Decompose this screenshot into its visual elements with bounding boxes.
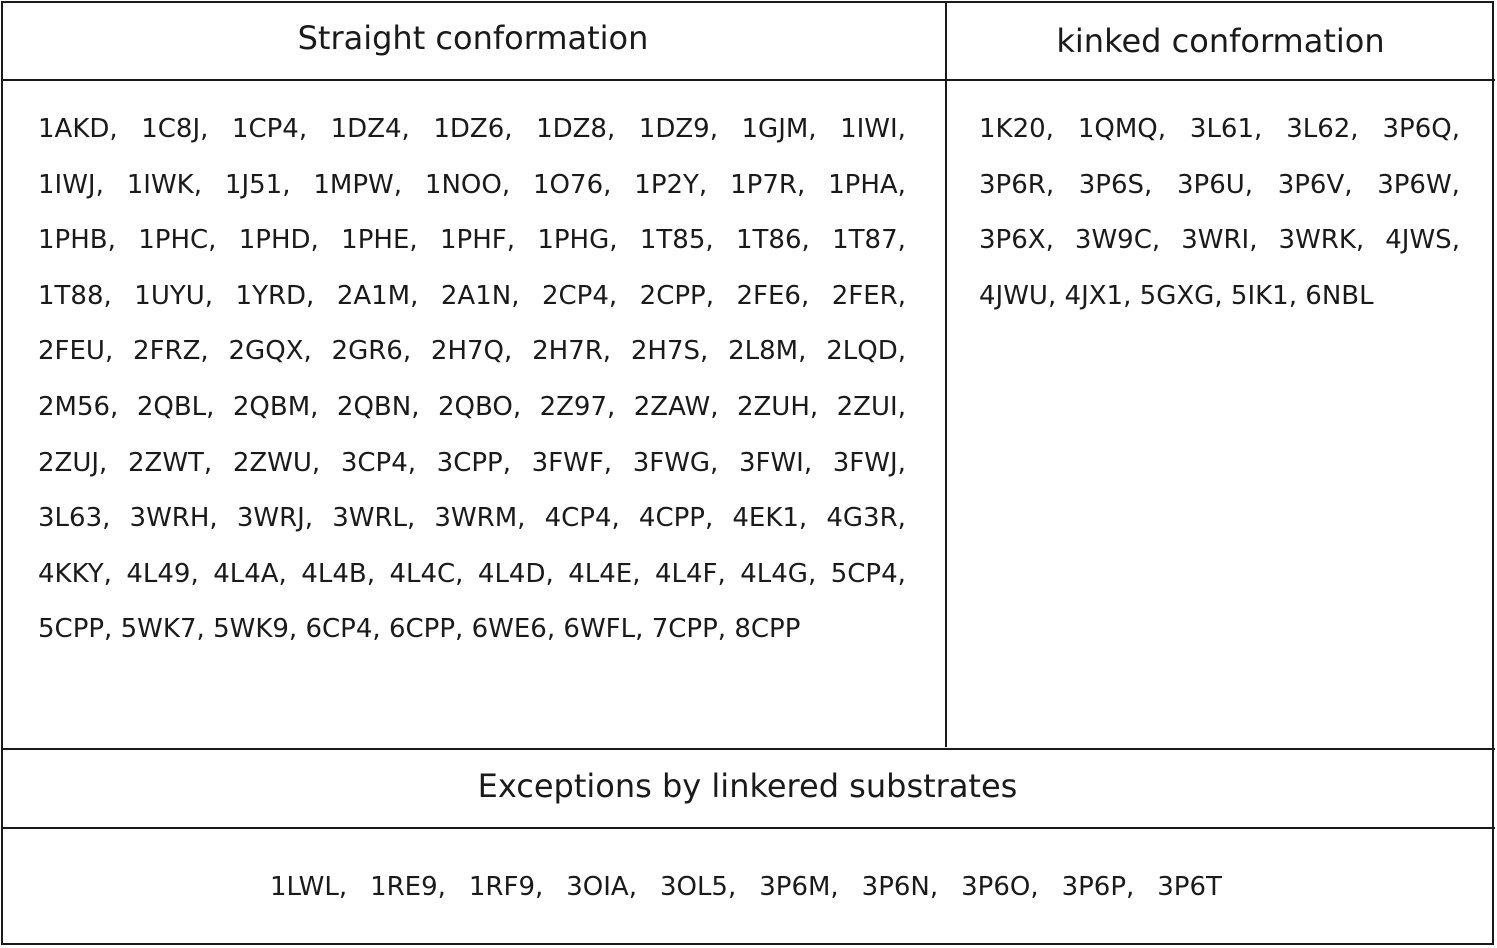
pdb-code: 4EK1, — [732, 503, 808, 534]
pdb-code: 4JX1, — [1064, 280, 1132, 311]
pdb-code: 2QBO, — [437, 391, 522, 422]
pdb-code: 2CP4, — [541, 280, 618, 311]
pdb-code: 3P6P, — [1061, 872, 1135, 902]
section-divider — [1, 748, 1495, 750]
pdb-code: 3L61, — [1189, 114, 1263, 144]
straight-codes-line — [38, 281, 906, 337]
pdb-code: 3P6U, — [1176, 169, 1254, 200]
pdb-code: 1RF9, — [468, 872, 544, 902]
pdb-code: 1PHB, — [38, 225, 116, 256]
pdb-code: 3P6S, — [1078, 169, 1153, 200]
kinked-codes-block — [979, 114, 1460, 336]
pdb-code: 3FWJ, — [832, 447, 906, 478]
pdb-code: 2GR6, — [331, 336, 412, 367]
pdb-code: 4L49, — [126, 558, 199, 589]
pdb-code: 1PHC, — [138, 225, 217, 256]
pdb-code: 1T86, — [735, 225, 810, 256]
pdb-code: 3P6W, — [1377, 169, 1460, 200]
pdb-code: 2ZUH, — [736, 391, 819, 422]
pdb-code: 3P6N, — [861, 872, 939, 902]
pdb-code: 1PHG, — [537, 225, 618, 256]
pdb-code: 1GJM, — [741, 114, 817, 144]
pdb-code: 1T85, — [639, 225, 714, 256]
pdb-code: 2CPP, — [639, 280, 714, 311]
pdb-code: 1DZ9, — [638, 114, 718, 144]
pdb-code: 1IWK, — [126, 169, 202, 200]
pdb-code: 3CPP, — [436, 447, 511, 478]
pdb-code: 2GQX, — [228, 336, 312, 367]
pdb-code: 3L63, — [38, 503, 111, 534]
pdb-code: 2FRZ, — [133, 336, 209, 367]
pdb-code: 1QMQ, — [1077, 114, 1167, 144]
pdb-code: 1C8J, — [141, 114, 209, 144]
pdb-code: 3W9C, — [1074, 225, 1161, 256]
pdb-code: 3P6Q, — [1382, 114, 1460, 144]
pdb-code: 2Z97, — [539, 391, 616, 422]
pdb-code: 3P6V, — [1277, 169, 1353, 200]
pdb-code: 3P6O, — [961, 872, 1039, 902]
pdb-code: 4L4E, — [568, 558, 641, 589]
pdb-code: 4L4F, — [654, 558, 726, 589]
straight-codes-block — [38, 114, 906, 670]
pdb-code: 2QBL, — [136, 391, 215, 422]
pdb-code: 2FEU, — [38, 336, 114, 367]
pdb-code: 4KKY, — [38, 558, 112, 589]
pdb-code: 2A1N, — [440, 280, 520, 311]
pdb-code: 2ZAW, — [633, 391, 719, 422]
pdb-code: 4CPP, — [638, 503, 714, 534]
pdb-code: 3P6T — [1157, 872, 1222, 902]
pdb-code: 5GXG, — [1139, 280, 1223, 311]
pdb-code: 4L4B, — [301, 558, 375, 589]
pdb-code: 1UYU, — [134, 280, 214, 311]
pdb-code: 3FWF, — [531, 447, 613, 478]
pdb-code: 3FWG, — [632, 447, 719, 478]
pdb-code: 4L4G, — [740, 558, 817, 589]
column-divider — [945, 1, 947, 747]
pdb-code: 1AKD, — [38, 114, 118, 144]
pdb-code: 3L62, — [1286, 114, 1359, 144]
pdb-code: 1P7R, — [730, 169, 806, 200]
straight-codes-line — [38, 225, 906, 281]
straight-codes-line — [38, 503, 906, 559]
pdb-code: 3WRL, — [332, 503, 416, 534]
pdb-code: 5WK9, — [213, 614, 298, 645]
pdb-code: 3WRM, — [434, 503, 526, 534]
pdb-code: 2QBM, — [232, 391, 319, 422]
pdb-code: 3CP4, — [340, 447, 417, 478]
pdb-code: 1DZ8, — [536, 114, 616, 144]
pdb-code: 4G3R, — [826, 503, 906, 534]
pdb-code: 2LQD, — [826, 336, 906, 367]
pdb-code: 3WRK, — [1278, 225, 1365, 256]
exceptions-heading: Exceptions by linkered substrates — [477, 767, 1018, 805]
kinked-codes-line — [979, 114, 1460, 170]
pdb-code: 2A1M, — [336, 280, 419, 311]
pdb-code: 3WRI, — [1181, 225, 1258, 256]
pdb-code: 1PHD, — [238, 225, 319, 256]
pdb-code: 2QBN, — [336, 391, 420, 422]
pdb-code: 8CPP — [734, 614, 801, 645]
pdb-code: 1NOO, — [424, 169, 511, 200]
straight-codes-line — [38, 614, 906, 670]
pdb-code: 2FE6, — [736, 280, 810, 311]
pdb-code: 2ZUJ, — [38, 447, 108, 478]
pdb-code: 1PHF, — [439, 225, 515, 256]
pdb-code: 1PHE, — [341, 225, 418, 256]
pdb-code: 7CPP, — [651, 614, 727, 645]
pdb-code: 6WE6, — [471, 614, 556, 645]
pdb-code: 4L4A, — [213, 558, 287, 589]
pdb-code: 3P6X, — [979, 225, 1054, 256]
pdb-code: 1IWJ, — [38, 169, 104, 200]
pdb-code: 6NBL — [1305, 280, 1374, 311]
pdb-code: 2L8M, — [728, 336, 807, 367]
header-divider-bottom — [1, 827, 1495, 829]
pdb-code: 1T87, — [832, 225, 906, 256]
kinked-codes-line — [979, 170, 1460, 226]
pdb-code: 3P6R, — [979, 169, 1055, 200]
straight-codes-line — [38, 114, 906, 170]
pdb-code: 1K20, — [979, 114, 1054, 144]
pdb-code: 4L4D, — [477, 558, 554, 589]
pdb-code: 1MPW, — [313, 169, 403, 200]
pdb-code: 3OL5, — [659, 872, 737, 902]
pdb-code: 2H7Q, — [430, 336, 513, 367]
straight-codes-line — [38, 170, 906, 226]
pdb-code: 1J51, — [224, 169, 291, 200]
kinked-conformation-heading: kinked conformation — [1056, 22, 1385, 60]
pdb-code: 6CPP, — [388, 614, 464, 645]
pdb-code: 2FER, — [831, 280, 906, 311]
straight-codes-line — [38, 559, 906, 615]
pdb-code: 5WK7, — [120, 614, 205, 645]
pdb-code: 5CPP, — [38, 614, 113, 645]
straight-codes-line — [38, 336, 906, 392]
pdb-code: 3WRJ, — [236, 503, 314, 534]
kinked-codes-line — [979, 225, 1460, 281]
exceptions-codes-block — [270, 872, 1222, 902]
pdb-code: 1IWI, — [840, 114, 906, 144]
pdb-code: 4CP4, — [544, 503, 620, 534]
pdb-code: 1O76, — [533, 169, 612, 200]
pdb-code: 1DZ6, — [433, 114, 513, 144]
pdb-code: 4JWU, — [979, 280, 1057, 311]
pdb-code: 2ZWU, — [232, 447, 321, 478]
kinked-codes-line — [979, 281, 1460, 337]
pdb-code: 2H7S, — [630, 336, 709, 367]
pdb-code: 3OIA, — [566, 872, 637, 902]
pdb-code: 3FWI, — [738, 447, 813, 478]
pdb-code: 5CP4, — [830, 558, 906, 589]
pdb-code: 1RE9, — [370, 872, 446, 902]
pdb-code: 2M56, — [38, 391, 119, 422]
pdb-code: 5IK1, — [1230, 280, 1297, 311]
straight-codes-line — [38, 448, 906, 504]
pdb-code: 3WRH, — [129, 503, 218, 534]
pdb-code: 1LWL, — [270, 872, 348, 902]
pdb-code: 1CP4, — [231, 114, 308, 144]
pdb-code: 1P2Y, — [634, 169, 708, 200]
straight-codes-line — [38, 392, 906, 448]
header-divider-top — [1, 79, 1495, 81]
pdb-code: 4L4C, — [389, 558, 464, 589]
pdb-code: 6WFL, — [563, 614, 644, 645]
pdb-code: 2H7R, — [532, 336, 612, 367]
pdb-code: 2ZWT, — [127, 447, 213, 478]
pdb-code: 4JWS, — [1385, 225, 1460, 256]
pdb-code: 1DZ4, — [330, 114, 410, 144]
pdb-code: 2ZUI, — [836, 391, 906, 422]
pdb-code: 3P6M, — [759, 872, 839, 902]
straight-conformation-heading: Straight conformation — [297, 19, 649, 57]
pdb-code: 6CP4, — [305, 614, 381, 645]
pdb-code: 1PHA, — [828, 169, 906, 200]
pdb-code: 1T88, — [38, 280, 112, 311]
pdb-code: 1YRD, — [235, 280, 315, 311]
